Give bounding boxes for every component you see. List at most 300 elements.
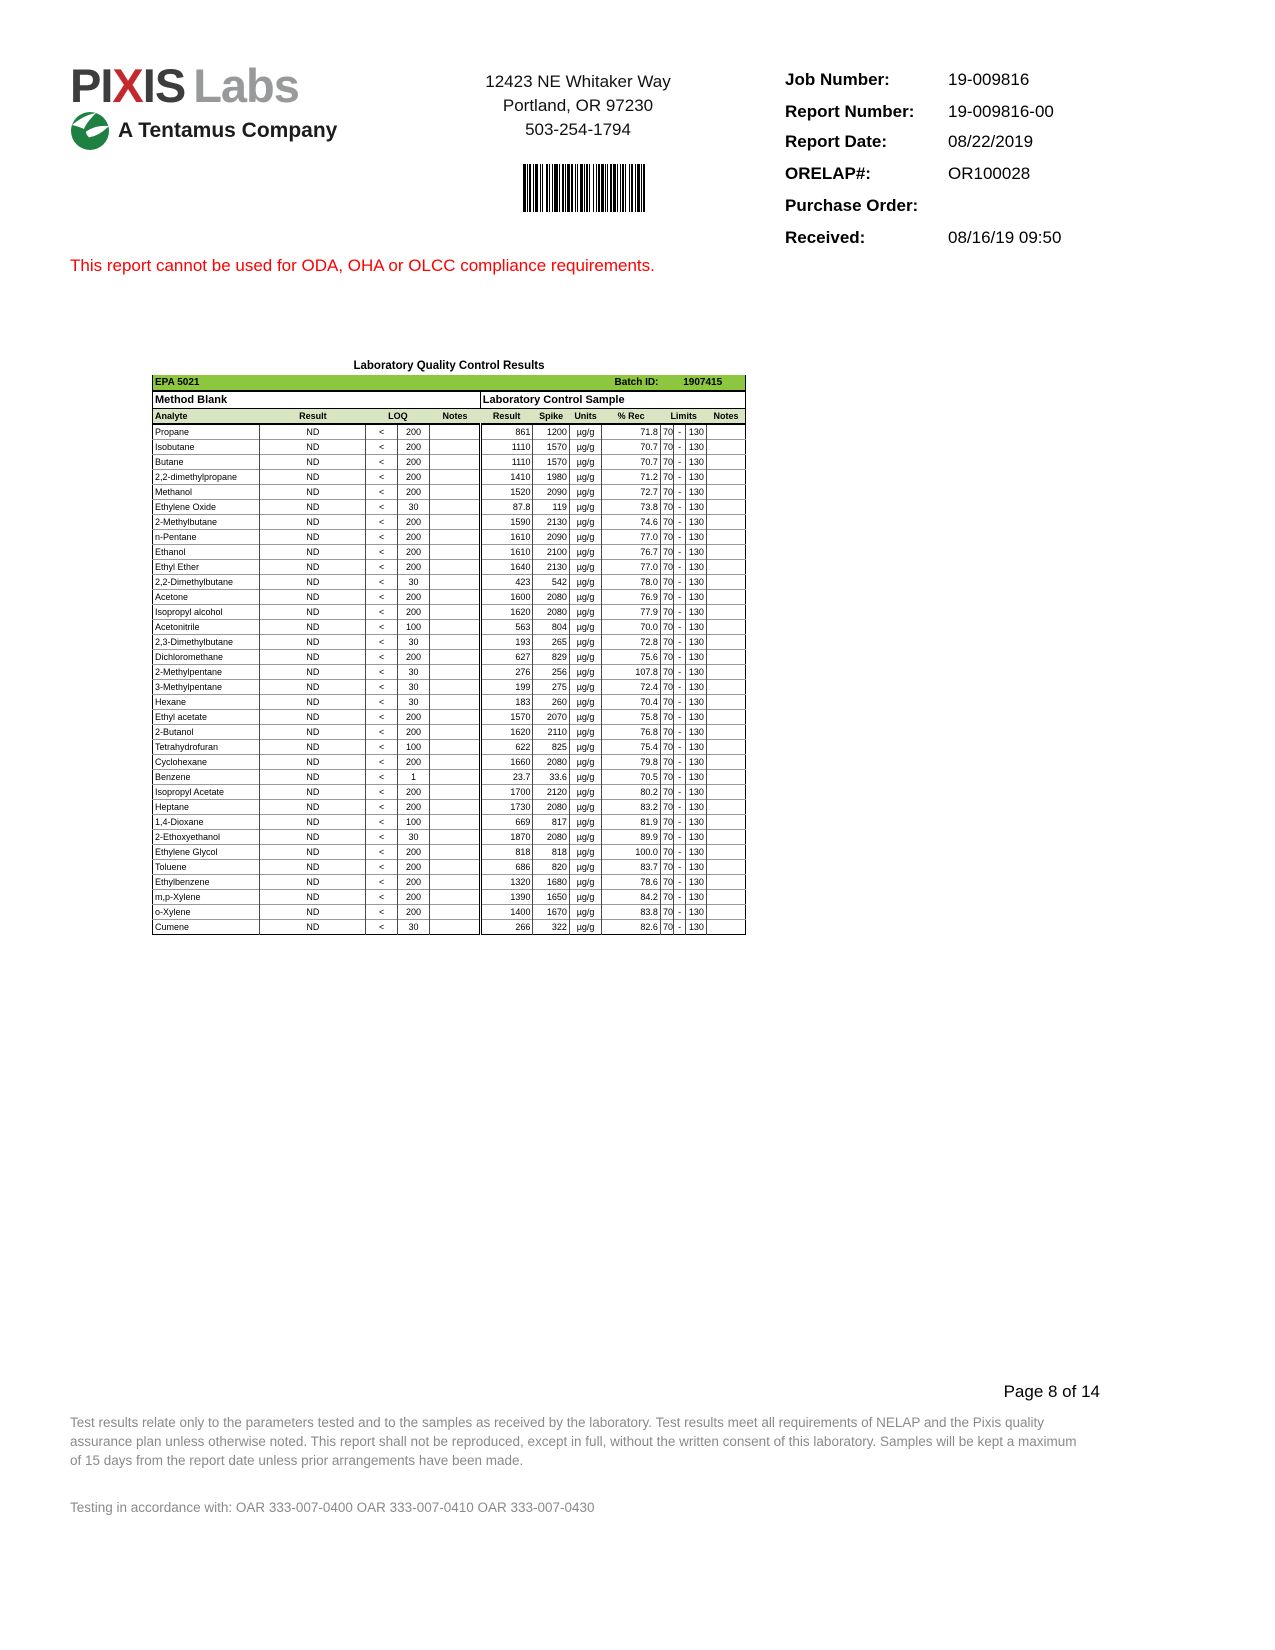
cell-qualifier: <	[366, 695, 397, 710]
cell-lcs-result: 563	[480, 620, 533, 635]
cell-loq: 200	[397, 800, 429, 815]
cell-lcs-notes	[707, 560, 746, 575]
cell-limit-low: 70	[660, 800, 673, 815]
cell-lcs-result: 1660	[480, 755, 533, 770]
qc-table-row	[153, 890, 746, 905]
cell-mb-notes	[430, 635, 481, 650]
cell-mb-result: ND	[260, 725, 366, 740]
cell-mb-result: ND	[260, 560, 366, 575]
cell-lcs-result: 1610	[480, 530, 533, 545]
cell-spike: 33.6	[533, 770, 569, 785]
cell-loq: 200	[397, 605, 429, 620]
qc-table-row	[153, 440, 746, 455]
cell-units: µg/g	[569, 755, 601, 770]
cell-spike: 2130	[533, 515, 569, 530]
meta-row-report-number	[785, 102, 1205, 122]
meta-label: Job Number:	[785, 70, 890, 89]
cell-qualifier: <	[366, 485, 397, 500]
barcode	[523, 164, 673, 212]
cell-lcs-notes	[707, 470, 746, 485]
cell-qualifier: <	[366, 424, 397, 440]
cell-pct-rec: 72.7	[602, 485, 661, 500]
logo-text-pi: PI	[70, 59, 113, 112]
cell-lcs-result: 1520	[480, 485, 533, 500]
cell-qualifier: <	[366, 905, 397, 920]
cell-pct-rec: 83.8	[602, 905, 661, 920]
cell-analyte: 2-Methylpentane	[153, 665, 260, 680]
cell-lcs-result: 1870	[480, 830, 533, 845]
cell-limit-high: 130	[686, 785, 707, 800]
cell-limit-dash: -	[674, 920, 686, 935]
cell-lcs-result: 266	[480, 920, 533, 935]
cell-limit-low: 70	[660, 485, 673, 500]
cell-limit-high: 130	[686, 890, 707, 905]
qc-column-header-row	[153, 409, 746, 425]
cell-qualifier: <	[366, 845, 397, 860]
qc-table-row	[153, 845, 746, 860]
cell-lcs-result: 1730	[480, 800, 533, 815]
cell-analyte: 2,3-Dimethylbutane	[153, 635, 260, 650]
cell-lcs-result: 1110	[480, 440, 533, 455]
address-line1: 12423 NE Whitaker Way	[485, 72, 671, 91]
cell-qualifier: <	[366, 800, 397, 815]
cell-spike: 2080	[533, 590, 569, 605]
footer-accordance: Testing in accordance with: OAR 333-007-0400 OAR 333-007-0410 OAR 333-007-0430	[70, 1500, 595, 1515]
cell-units: µg/g	[569, 500, 601, 515]
qc-table-row	[153, 860, 746, 875]
meta-label: ORELAP#:	[785, 164, 871, 183]
cell-limit-low: 70	[660, 845, 673, 860]
cell-lcs-notes	[707, 815, 746, 830]
cell-limit-dash: -	[674, 500, 686, 515]
cell-pct-rec: 75.4	[602, 740, 661, 755]
cell-analyte: Isopropyl Acetate	[153, 785, 260, 800]
cell-spike: 256	[533, 665, 569, 680]
cell-mb-result: ND	[260, 424, 366, 440]
cell-mb-result: ND	[260, 890, 366, 905]
cell-analyte: Benzene	[153, 770, 260, 785]
cell-pct-rec: 77.9	[602, 605, 661, 620]
meta-label: Received:	[785, 228, 866, 247]
cell-spike: 1200	[533, 424, 569, 440]
cell-loq: 200	[397, 530, 429, 545]
cell-limit-dash: -	[674, 545, 686, 560]
cell-units: µg/g	[569, 785, 601, 800]
cell-loq: 200	[397, 710, 429, 725]
cell-limit-high: 130	[686, 800, 707, 815]
qc-table-row	[153, 665, 746, 680]
cell-analyte: Tetrahydrofuran	[153, 740, 260, 755]
cell-spike: 2080	[533, 800, 569, 815]
cell-limit-low: 70	[660, 620, 673, 635]
cell-lcs-notes	[707, 545, 746, 560]
cell-mb-result: ND	[260, 695, 366, 710]
cell-limit-low: 70	[660, 725, 673, 740]
qc-batch-id: 1907415	[660, 375, 745, 391]
cell-qualifier: <	[366, 635, 397, 650]
cell-units: µg/g	[569, 830, 601, 845]
cell-mb-notes	[430, 815, 481, 830]
cell-mb-result: ND	[260, 680, 366, 695]
cell-mb-notes	[430, 485, 481, 500]
meta-value: 08/16/19 09:50	[948, 228, 1062, 247]
cell-units: µg/g	[569, 440, 601, 455]
qc-table-row	[153, 800, 746, 815]
qc-table-row	[153, 530, 746, 545]
col-header-analyte: Analyte	[153, 409, 260, 425]
cell-mb-result: ND	[260, 875, 366, 890]
cell-units: µg/g	[569, 905, 601, 920]
cell-units: µg/g	[569, 590, 601, 605]
cell-units: µg/g	[569, 545, 601, 560]
cell-units: µg/g	[569, 800, 601, 815]
qc-table-row	[153, 650, 746, 665]
cell-limit-high: 130	[686, 560, 707, 575]
cell-limit-dash: -	[674, 590, 686, 605]
cell-limit-dash: -	[674, 620, 686, 635]
cell-limit-low: 70	[660, 875, 673, 890]
cell-lcs-notes	[707, 575, 746, 590]
cell-pct-rec: 79.8	[602, 755, 661, 770]
cell-mb-notes	[430, 725, 481, 740]
cell-limit-low: 70	[660, 755, 673, 770]
cell-mb-result: ND	[260, 455, 366, 470]
col-header-mb-result: Result	[260, 409, 366, 425]
cell-pct-rec: 70.5	[602, 770, 661, 785]
cell-lcs-result: 861	[480, 424, 533, 440]
cell-qualifier: <	[366, 650, 397, 665]
cell-lcs-notes	[707, 905, 746, 920]
cell-loq: 200	[397, 590, 429, 605]
qc-table-row	[153, 605, 746, 620]
cell-mb-notes	[430, 890, 481, 905]
cell-limit-high: 130	[686, 770, 707, 785]
cell-loq: 200	[397, 440, 429, 455]
cell-qualifier: <	[366, 815, 397, 830]
cell-mb-notes	[430, 424, 481, 440]
cell-mb-result: ND	[260, 545, 366, 560]
cell-pct-rec: 70.7	[602, 440, 661, 455]
cell-pct-rec: 107.8	[602, 665, 661, 680]
address-line3: 503-254-1794	[525, 120, 631, 139]
cell-lcs-notes	[707, 725, 746, 740]
cell-spike: 2100	[533, 545, 569, 560]
cell-limit-dash: -	[674, 905, 686, 920]
cell-lcs-notes	[707, 590, 746, 605]
col-header-limits: Limits	[660, 409, 707, 425]
cell-units: µg/g	[569, 470, 601, 485]
col-header-lcs-result: Result	[480, 409, 533, 425]
cell-qualifier: <	[366, 605, 397, 620]
cell-limit-dash: -	[674, 740, 686, 755]
cell-spike: 820	[533, 860, 569, 875]
cell-spike: 2120	[533, 785, 569, 800]
logo-tagline: A Tentamus Company	[118, 119, 338, 142]
meta-row-purchase-order	[785, 196, 1205, 216]
cell-loq: 200	[397, 860, 429, 875]
cell-mb-notes	[430, 770, 481, 785]
cell-analyte: Toluene	[153, 860, 260, 875]
cell-limit-high: 130	[686, 725, 707, 740]
cell-limit-dash: -	[674, 875, 686, 890]
qc-section-method-blank: Method Blank	[153, 391, 481, 409]
cell-units: µg/g	[569, 890, 601, 905]
cell-pct-rec: 76.9	[602, 590, 661, 605]
cell-limit-dash: -	[674, 710, 686, 725]
cell-mb-notes	[430, 785, 481, 800]
cell-lcs-result: 1390	[480, 890, 533, 905]
tentamus-leaf-icon	[70, 111, 110, 151]
cell-limit-dash: -	[674, 470, 686, 485]
cell-lcs-result: 276	[480, 665, 533, 680]
cell-loq: 200	[397, 890, 429, 905]
cell-mb-result: ND	[260, 920, 366, 935]
cell-lcs-result: 1620	[480, 605, 533, 620]
cell-limit-low: 70	[660, 635, 673, 650]
cell-spike: 119	[533, 500, 569, 515]
cell-analyte: Acetonitrile	[153, 620, 260, 635]
cell-qualifier: <	[366, 455, 397, 470]
cell-loq: 100	[397, 740, 429, 755]
cell-mb-notes	[430, 755, 481, 770]
qc-table-row	[153, 905, 746, 920]
cell-analyte: Butane	[153, 455, 260, 470]
cell-qualifier: <	[366, 860, 397, 875]
cell-mb-result: ND	[260, 905, 366, 920]
cell-mb-result: ND	[260, 620, 366, 635]
cell-limit-dash: -	[674, 650, 686, 665]
cell-mb-notes	[430, 875, 481, 890]
cell-pct-rec: 75.8	[602, 710, 661, 725]
qc-table-row	[153, 500, 746, 515]
cell-spike: 265	[533, 635, 569, 650]
cell-loq: 200	[397, 725, 429, 740]
cell-limit-dash: -	[674, 830, 686, 845]
cell-limit-dash: -	[674, 485, 686, 500]
qc-table-row	[153, 755, 746, 770]
cell-mb-result: ND	[260, 440, 366, 455]
cell-mb-result: ND	[260, 485, 366, 500]
cell-pct-rec: 75.6	[602, 650, 661, 665]
cell-analyte: 2-Methylbutane	[153, 515, 260, 530]
cell-limit-dash: -	[674, 605, 686, 620]
cell-spike: 817	[533, 815, 569, 830]
cell-mb-notes	[430, 695, 481, 710]
cell-lcs-result: 1410	[480, 470, 533, 485]
logo-text-is: IS	[142, 59, 186, 112]
qc-method-name: EPA 5021	[153, 375, 533, 391]
cell-lcs-notes	[707, 800, 746, 815]
cell-analyte: Cyclohexane	[153, 755, 260, 770]
qc-table-row	[153, 560, 746, 575]
cell-lcs-result: 818	[480, 845, 533, 860]
cell-mb-result: ND	[260, 575, 366, 590]
cell-limit-high: 130	[686, 665, 707, 680]
qc-table-row	[153, 830, 746, 845]
report-meta	[785, 70, 1205, 258]
cell-qualifier: <	[366, 725, 397, 740]
cell-lcs-notes	[707, 500, 746, 515]
cell-mb-result: ND	[260, 755, 366, 770]
cell-loq: 30	[397, 695, 429, 710]
cell-mb-notes	[430, 650, 481, 665]
qc-table-row	[153, 875, 746, 890]
cell-lcs-result: 1700	[480, 785, 533, 800]
cell-pct-rec: 83.2	[602, 800, 661, 815]
cell-analyte: Heptane	[153, 800, 260, 815]
cell-analyte: Ethylene Glycol	[153, 845, 260, 860]
cell-qualifier: <	[366, 680, 397, 695]
cell-limit-dash: -	[674, 860, 686, 875]
footer-disclaimer: Test results relate only to the parameters tested and to the samples as received by the laboratory. Test results meet all requirements of NELAP and the Pixis quality assurance plan unless otherwise noted. This report shall not be reproduced, except in full, without the written consent of this laboratory. Samples will be kept a maximum of 15 days from the report date unless prior arrangements have been made.	[70, 1415, 1077, 1468]
cell-mb-result: ND	[260, 635, 366, 650]
cell-lcs-notes	[707, 440, 746, 455]
cell-lcs-result: 669	[480, 815, 533, 830]
cell-limit-low: 70	[660, 680, 673, 695]
qc-table-row	[153, 515, 746, 530]
cell-limit-dash: -	[674, 440, 686, 455]
cell-lcs-result: 183	[480, 695, 533, 710]
cell-analyte: m,p-Xylene	[153, 890, 260, 905]
cell-mb-notes	[430, 845, 481, 860]
cell-spike: 2080	[533, 605, 569, 620]
cell-units: µg/g	[569, 485, 601, 500]
cell-limit-high: 130	[686, 815, 707, 830]
page-number: Page 8 of 14	[1003, 1382, 1100, 1401]
cell-mb-notes	[430, 590, 481, 605]
cell-units: µg/g	[569, 680, 601, 695]
cell-lcs-result: 1400	[480, 905, 533, 920]
meta-value: 19-009816	[948, 70, 1030, 89]
cell-loq: 30	[397, 635, 429, 650]
cell-lcs-notes	[707, 875, 746, 890]
cell-units: µg/g	[569, 875, 601, 890]
logo-text-x: X	[112, 59, 143, 112]
cell-lcs-notes	[707, 830, 746, 845]
cell-limit-dash: -	[674, 755, 686, 770]
cell-spike: 275	[533, 680, 569, 695]
cell-analyte: Isopropyl alcohol	[153, 605, 260, 620]
cell-qualifier: <	[366, 875, 397, 890]
qc-table-row	[153, 635, 746, 650]
cell-lcs-notes	[707, 920, 746, 935]
cell-lcs-notes	[707, 710, 746, 725]
cell-limit-low: 70	[660, 455, 673, 470]
cell-loq: 30	[397, 665, 429, 680]
cell-limit-low: 70	[660, 770, 673, 785]
cell-limit-low: 70	[660, 890, 673, 905]
cell-units: µg/g	[569, 815, 601, 830]
cell-lcs-result: 1600	[480, 590, 533, 605]
qc-table-row	[153, 815, 746, 830]
cell-lcs-notes	[707, 770, 746, 785]
cell-lcs-result: 1320	[480, 875, 533, 890]
meta-row-orelap	[785, 164, 1205, 184]
cell-loq: 30	[397, 680, 429, 695]
cell-lcs-notes	[707, 455, 746, 470]
cell-units: µg/g	[569, 710, 601, 725]
cell-limit-low: 70	[660, 530, 673, 545]
cell-pct-rec: 77.0	[602, 560, 661, 575]
pixis-logo-text	[70, 59, 370, 112]
cell-lcs-notes	[707, 424, 746, 440]
cell-loq: 200	[397, 905, 429, 920]
qc-table	[152, 375, 746, 935]
cell-mb-notes	[430, 455, 481, 470]
cell-loq: 1	[397, 770, 429, 785]
cell-limit-low: 70	[660, 740, 673, 755]
col-header-mb-notes: Notes	[430, 409, 481, 425]
cell-pct-rec: 78.0	[602, 575, 661, 590]
cell-limit-high: 130	[686, 605, 707, 620]
cell-qualifier: <	[366, 710, 397, 725]
qc-table-row	[153, 455, 746, 470]
meta-label: Report Number:	[785, 102, 915, 121]
cell-mb-result: ND	[260, 605, 366, 620]
meta-value: 08/22/2019	[948, 132, 1034, 151]
cell-limit-dash: -	[674, 515, 686, 530]
cell-limit-high: 130	[686, 470, 707, 485]
qc-table-row	[153, 575, 746, 590]
cell-spike: 825	[533, 740, 569, 755]
cell-limit-low: 70	[660, 560, 673, 575]
qc-table-row	[153, 785, 746, 800]
cell-lcs-result: 423	[480, 575, 533, 590]
col-header-spike: Spike	[533, 409, 569, 425]
cell-analyte: Ethanol	[153, 545, 260, 560]
cell-spike: 829	[533, 650, 569, 665]
cell-analyte: Isobutane	[153, 440, 260, 455]
cell-mb-result: ND	[260, 770, 366, 785]
cell-units: µg/g	[569, 920, 601, 935]
cell-pct-rec: 73.8	[602, 500, 661, 515]
cell-lcs-notes	[707, 665, 746, 680]
cell-pct-rec: 70.7	[602, 455, 661, 470]
pixis-logo	[70, 59, 370, 151]
cell-lcs-notes	[707, 485, 746, 500]
cell-spike: 2130	[533, 560, 569, 575]
cell-pct-rec: 89.9	[602, 830, 661, 845]
cell-limit-low: 70	[660, 590, 673, 605]
cell-units: µg/g	[569, 740, 601, 755]
cell-limit-low: 70	[660, 650, 673, 665]
cell-analyte: Acetone	[153, 590, 260, 605]
cell-limit-low: 70	[660, 860, 673, 875]
qc-batch-label: Batch ID:	[533, 375, 660, 391]
cell-analyte: Methanol	[153, 485, 260, 500]
cell-analyte: Hexane	[153, 695, 260, 710]
cell-units: µg/g	[569, 695, 601, 710]
cell-limit-high: 130	[686, 620, 707, 635]
qc-section-lcs: Laboratory Control Sample	[480, 391, 745, 409]
cell-pct-rec: 72.8	[602, 635, 661, 650]
cell-qualifier: <	[366, 920, 397, 935]
cell-loq: 200	[397, 875, 429, 890]
qc-table-row	[153, 695, 746, 710]
cell-pct-rec: 71.8	[602, 424, 661, 440]
cell-loq: 200	[397, 785, 429, 800]
cell-lcs-notes	[707, 650, 746, 665]
cell-limit-low: 70	[660, 440, 673, 455]
cell-analyte: 1,4-Dioxane	[153, 815, 260, 830]
cell-limit-dash: -	[674, 890, 686, 905]
cell-mb-notes	[430, 680, 481, 695]
cell-mb-notes	[430, 545, 481, 560]
cell-analyte: Ethylbenzene	[153, 875, 260, 890]
qc-table-row	[153, 590, 746, 605]
cell-spike: 1570	[533, 440, 569, 455]
meta-value: 19-009816-00	[948, 102, 1054, 121]
